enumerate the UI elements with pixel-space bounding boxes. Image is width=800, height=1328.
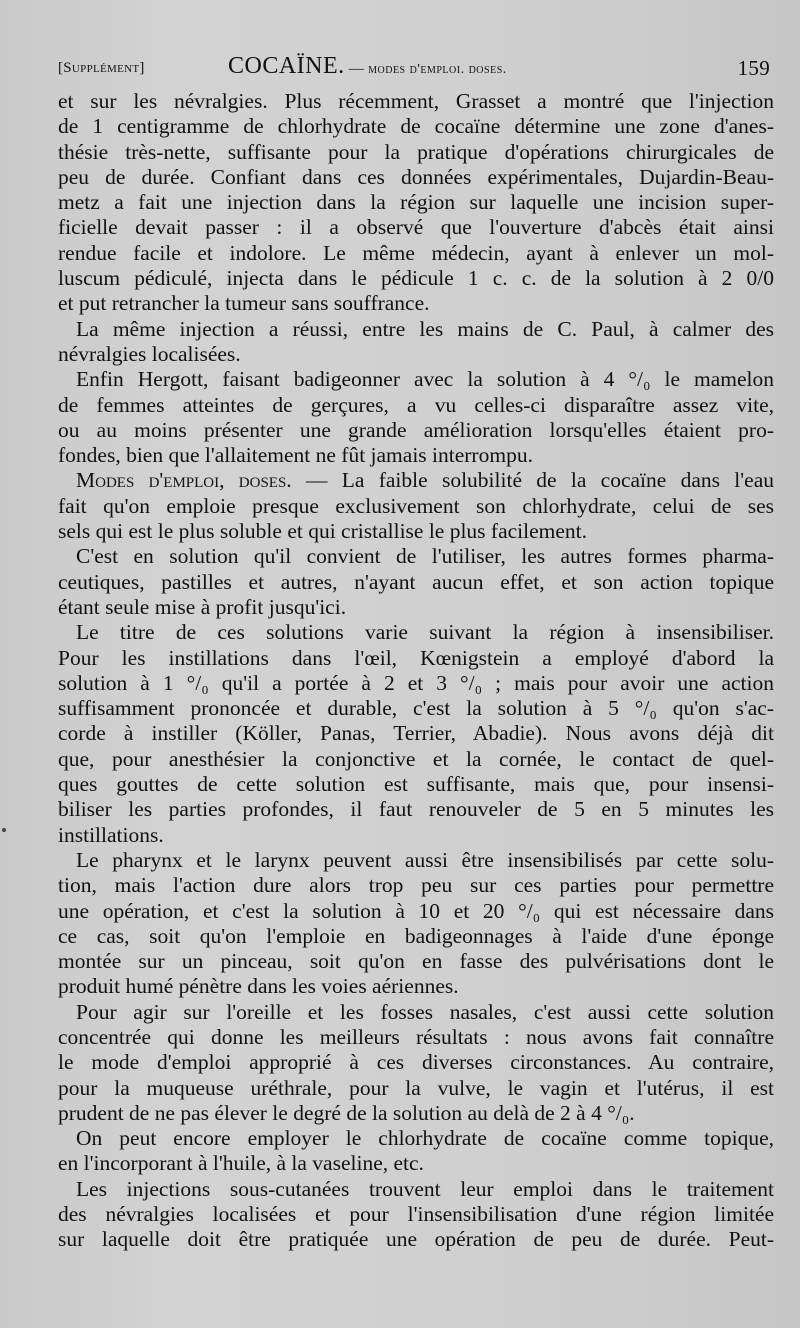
text-line [58,696,774,721]
text-line [58,974,774,999]
text-line [58,1076,774,1101]
text-line [58,1227,774,1252]
line-text: C'est en solution qu'il convient de l'utiliser, les autres formes pharma- [76,544,774,569]
text-line [58,165,774,190]
text-line [58,873,774,898]
line-text: montée sur un pinceau, soit qu'on en fasse des pulvérisations dont le [58,949,774,974]
section-heading: Modes d'emploi, doses. [76,468,292,493]
page-number: 159 [737,56,770,80]
line-text: Pour agir sur l'oreille et les fosses nasales, c'est aussi cette solution [76,999,774,1024]
line-text: metz a fait une injection dans la région sur laquelle une incision super- [58,190,774,215]
header-section-label: [Supplément] [58,60,145,76]
text-line [58,1126,774,1151]
line-text: prudent de ne pas élever le degré de la solution au delà de 2 à 4 °/₀. [58,1100,635,1125]
line-text: le mode d'emploi approprié à ces diverses circonstances. Au contraire, [58,1050,774,1075]
line-text: concentrée qui donne les meilleurs résultats : nous avons fait connaître [58,1024,774,1049]
text-line [58,519,774,544]
header-separator: — [348,61,365,77]
line-text: ceutiques, pastilles et autres, n'ayant aucun effet, et son action topique [58,569,774,594]
text-line [58,1025,774,1050]
line-text: La même injection a réussi, entre les mains de C. Paul, à calmer des [76,316,774,341]
text-line [58,342,774,367]
text-line [58,1151,774,1176]
text-line [58,89,774,114]
line-text: que, pour anesthésier la conjonctive et la cornée, le contact de quel- [58,746,774,771]
header-title-group [228,53,507,80]
line-text: et put retrancher la tumeur sans souffrance. [58,291,430,316]
text-line [58,215,774,240]
body-text [58,89,774,1253]
text-line [58,1202,774,1227]
text-line [58,241,774,266]
line-text: ques gouttes de cette solution est suffisante, mais que, pour insensi- [58,772,774,797]
header-subtitle: modes d'emploi. doses. [368,62,507,77]
line-text: Pour les instillations dans l'œil, Kœnigstein a employé d'abord la [58,645,774,670]
header-title: COCAÏNE. [228,53,345,79]
line-text: Les injections sous-cutanées trouvent leur emploi dans le traitement [76,1176,774,1201]
text-line [58,1177,774,1202]
line-text: biliser les parties profondes, il faut renouveler de 5 en 5 minutes les [58,797,774,822]
line-text: thésie très-nette, suffisante pour la pratique d'opérations chirurgicales de [58,139,774,164]
text-line [58,190,774,215]
text-line [58,1050,774,1075]
text-line [58,114,774,139]
text-line [58,1101,774,1126]
text-line [58,468,774,493]
text-line [58,544,774,569]
text-line [58,266,774,291]
line-text: ficielle devait passer : il a observé que l'ouverture d'abcès était ainsi [58,215,774,240]
line-text: névralgies localisées. [58,341,241,366]
line-text: instillations. [58,822,164,847]
running-header [58,50,770,82]
text-line [58,721,774,746]
text-line [58,443,774,468]
line-text: tion, mais l'action dure alors trop peu sur ces parties pour permettre [58,873,774,898]
line-text: des névralgies localisées et pour l'insensibilisation d'une région limitée [58,1202,774,1227]
text-line [58,848,774,873]
text-line [58,494,774,519]
line-text: — La faible solubilité de la cocaïne dans l'eau [291,468,774,493]
line-text: sur laquelle doit être pratiquée une opération de peu de durée. Peut- [58,1227,774,1252]
text-line [58,317,774,342]
line-text: produit humé pénètre dans les voies aériennes. [58,974,459,999]
text-line [58,899,774,924]
line-text: rendue facile et indolore. Le même médecin, ayant à enlever un mol- [58,240,774,265]
text-line [58,646,774,671]
text-line [58,747,774,772]
line-text: et sur les névralgies. Plus récemment, Grasset a montré que l'injection [58,89,774,113]
line-text: en l'incorporant à l'huile, à la vaseline, etc. [58,1151,424,1176]
line-text: fondes, bien que l'allaitement ne fût jamais interrompu. [58,443,533,468]
line-text: ou au moins présenter une grande amélioration lorsqu'elles étaient pro- [58,417,774,442]
text-line [58,291,774,316]
line-text: de femmes atteintes de gerçures, a vu celles-ci disparaître assez vite, [58,392,774,417]
line-text: une opération, et c'est la solution à 10 et 20 °/₀ qui est nécessaire dans [58,898,774,923]
text-line [58,570,774,595]
line-text: fait qu'on emploie presque exclusivement son chlorhydrate, celui de ses [58,493,774,518]
line-text: corde à instiller (Köller, Panas, Terrier, Abadie). Nous avons déjà dit [58,721,774,746]
line-text: suffisamment prononcée et durable, c'est la solution à 5 °/₀ qu'on s'ac- [58,696,774,721]
line-text: peu de durée. Confiant dans ces données expérimentales, Dujardin-Beau- [58,164,774,189]
line-text: Le titre de ces solutions varie suivant la région à insensibiliser. [76,620,774,645]
text-line [58,595,774,620]
text-line [58,823,774,848]
line-text: ce cas, soit qu'on l'emploie en badigeonnages à l'aide d'une éponge [58,923,774,948]
text-line [58,620,774,645]
text-line [58,797,774,822]
line-text: luscum pédiculé, injecta dans le pédicule 1 c. c. de la solution à 2 0/0 [58,266,774,291]
margin-speck [2,828,6,832]
text-line [58,924,774,949]
text-line [58,772,774,797]
text-line [58,140,774,165]
line-text: On peut encore employer le chlorhydrate de cocaïne comme topique, [76,1126,774,1151]
line-text: étant seule mise à profit jusqu'ici. [58,594,347,619]
text-line [58,393,774,418]
text-line [58,1000,774,1025]
text-line [58,367,774,392]
line-text: solution à 1 °/₀ qu'il a portée à 2 et 3 °/₀ ; mais pour avoir une action [58,670,774,695]
line-text: Le pharynx et le larynx peuvent aussi être insensibilisés par cette solu- [76,847,774,872]
text-line [58,671,774,696]
line-text: sels qui est le plus soluble et qui cristallise le plus facilement. [58,519,588,544]
line-text: de 1 centigramme de chlorhydrate de cocaïne détermine une zone d'anes- [58,114,774,139]
text-line [58,418,774,443]
line-text: Enfin Hergott, faisant badigeonner avec la solution à 4 °/₀ le mamelon [76,367,774,392]
line-text: pour la muqueuse uréthrale, pour la vulve, le vagin et l'utérus, il est [58,1075,774,1100]
text-line [58,949,774,974]
